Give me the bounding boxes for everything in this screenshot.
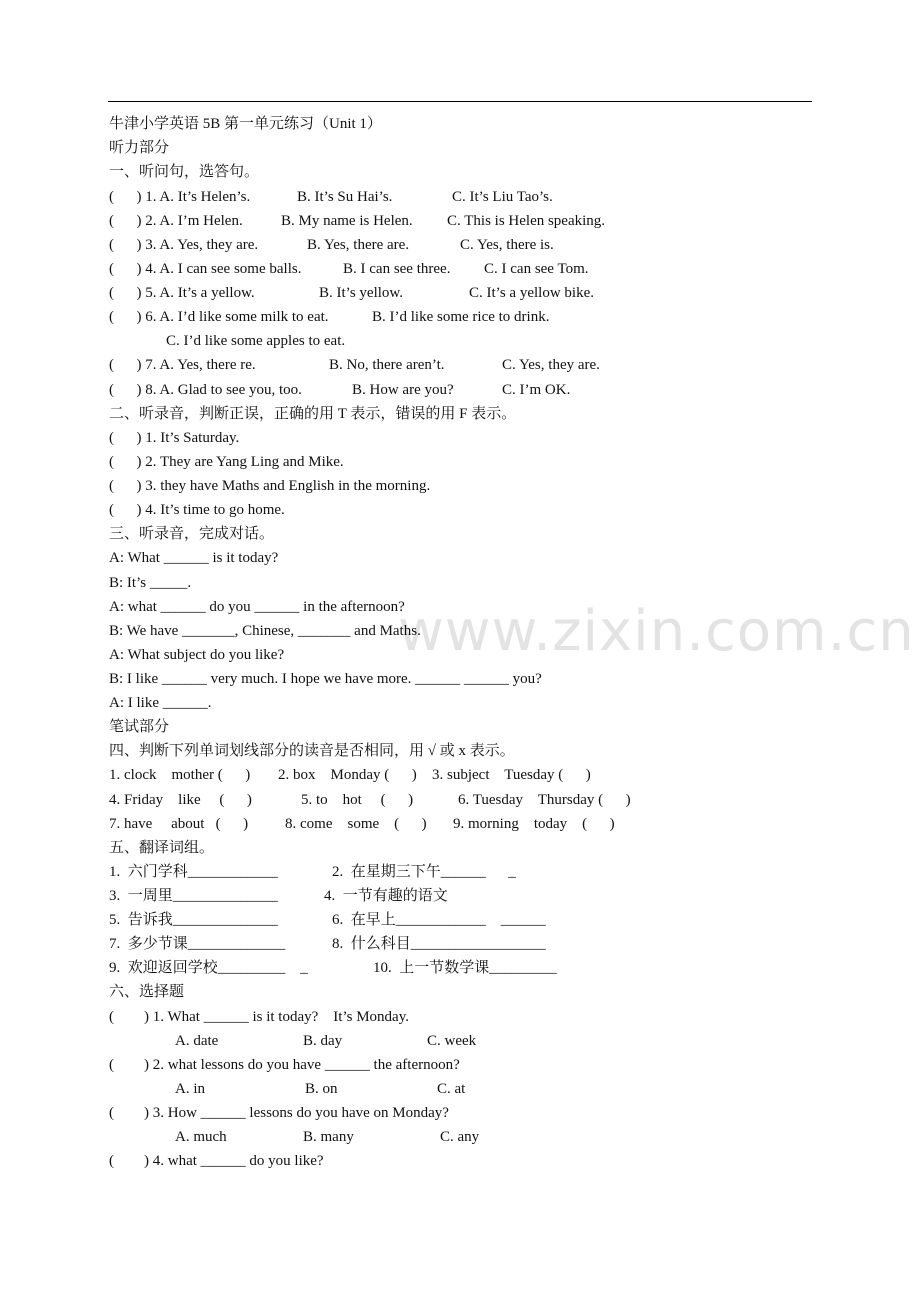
dialogue-line: B: I like ______ very much. I hope we have more. ______ ______ you? [109,671,542,687]
translation-item: 10. 上一节数学课_________ [373,960,557,976]
translation-item: 2. 在星期三下午______ _ [332,864,516,880]
pronunciation-item: 9. morning today ( ) [453,816,615,832]
item-prefix: ( ) 6. A. I’d like some milk to eat. [109,309,329,325]
option-c: C. week [427,1033,477,1049]
translation-item: 1. 六门学科____________ [109,864,278,880]
translation-item: 3. 一周里______________ [109,888,278,904]
option-b: B. I’d like some rice to drink. [372,309,550,325]
option-b: B. My name is Helen. [281,213,413,229]
section3-heading: 三、听录音，完成对话。 [109,526,275,542]
pronunciation-item: 2. box Monday ( ) [278,767,417,783]
option-c: C. at [437,1081,466,1097]
dialogue-line: A: What subject do you like? [109,647,285,663]
dialogue-line: B: It’s _____. [109,575,192,591]
translation-item: 5. 告诉我______________ [109,912,278,928]
pronunciation-item: 8. come some ( ) [285,816,427,832]
dialogue-line: A: I like ______. [109,695,212,711]
section4-heading: 四、判断下列单词划线部分的读音是否相同，用 √ 或 x 表示。 [109,743,515,759]
option-c: C. Yes, there is. [460,237,554,253]
section2-item: ( ) 4. It’s time to go home. [109,502,285,518]
option-b: B. How are you? [352,382,454,398]
option-b: B. No, there aren’t. [329,357,445,373]
pronunciation-item: 5. to hot ( ) [301,792,414,808]
question-text: ( ) 4. what ______ do you like? [109,1153,324,1169]
dialogue-line: B: We have _______, Chinese, _______ and Maths. [109,623,421,639]
option-b: B. I can see three. [343,261,451,277]
option-c: C. It’s Liu Tao’s. [452,189,553,205]
item-prefix: ( ) 8. A. Glad to see you, too. [109,382,302,398]
option-c: C. any [440,1129,480,1145]
option-c: C. This is Helen speaking. [447,213,606,229]
option-c: C. I can see Tom. [484,261,589,277]
item-prefix: ( ) 7. A. Yes, there re. [109,357,256,373]
question-text: ( ) 2. what lessons do you have ______ the afternoon? [109,1057,460,1073]
dialogue-line: A: what ______ do you ______ in the afternoon? [109,599,405,615]
item-prefix: ( ) 3. A. Yes, they are. [109,237,259,253]
option-b: B. many [303,1129,354,1145]
option-c: C. It’s a yellow bike. [469,285,594,301]
option-c: C. I’m OK. [502,382,571,398]
section2-heading: 二、听录音，判断正误，正确的用 T 表示，错误的用 F 表示。 [109,406,517,422]
item-prefix: ( ) 5. A. It’s a yellow. [109,285,255,301]
item-prefix: ( ) 1. A. It’s Helen’s. [109,189,251,205]
translation-item: 9. 欢迎返回学校_________ _ [109,960,308,976]
item-prefix: ( ) 2. A. I’m Helen. [109,213,243,229]
page-title: 牛津小学英语 5B 第一单元练习（Unit 1） [109,116,382,132]
question-text: ( ) 1. What ______ is it today? It’s Monday. [109,1009,409,1025]
option-b: B. It’s Su Hai’s. [297,189,393,205]
option-c: C. I’d like some apples to eat. [166,333,346,349]
section6-heading: 六、选择题 [109,984,185,1000]
written-header: 笔试部分 [109,719,170,735]
translation-item: 6. 在早上____________ ______ [332,912,546,928]
option-b: B. Yes, there are. [307,237,410,253]
item-prefix: ( ) 4. A. I can see some balls. [109,261,302,277]
option-c: C. Yes, they are. [502,357,600,373]
pronunciation-item: 6. Tuesday Thursday ( ) [458,792,631,808]
watermark: www.zixin.com.cn [398,599,915,664]
header-rule [108,101,812,102]
pronunciation-item: 4. Friday like ( ) [109,792,252,808]
option-b: B. day [303,1033,343,1049]
section2-item: ( ) 1. It’s Saturday. [109,430,240,446]
translation-item: 7. 多少节课_____________ [109,936,286,952]
option-b: B. It’s yellow. [319,285,404,301]
section1-heading: 一、听问句，选答句。 [109,164,260,180]
section2-item: ( ) 3. they have Maths and English in the morning. [109,478,431,494]
option-b: B. on [305,1081,338,1097]
option-a: A. date [175,1033,219,1049]
listening-header: 听力部分 [109,140,170,156]
section2-item: ( ) 2. They are Yang Ling and Mike. [109,454,344,470]
pronunciation-item: 1. clock mother ( ) [109,767,251,783]
pronunciation-item: 7. have about ( ) [109,816,249,832]
translation-item: 8. 什么科目__________________ [332,936,546,952]
question-text: ( ) 3. How ______ lessons do you have on Monday? [109,1105,449,1121]
dialogue-line: A: What ______ is it today? [109,550,279,566]
option-a: A. in [175,1081,205,1097]
translation-item: 4. 一节有趣的语文 [324,888,448,904]
pronunciation-item: 3. subject Tuesday ( ) [432,767,591,783]
section5-heading: 五、翻译词组。 [109,840,215,856]
option-a: A. much [175,1129,227,1145]
